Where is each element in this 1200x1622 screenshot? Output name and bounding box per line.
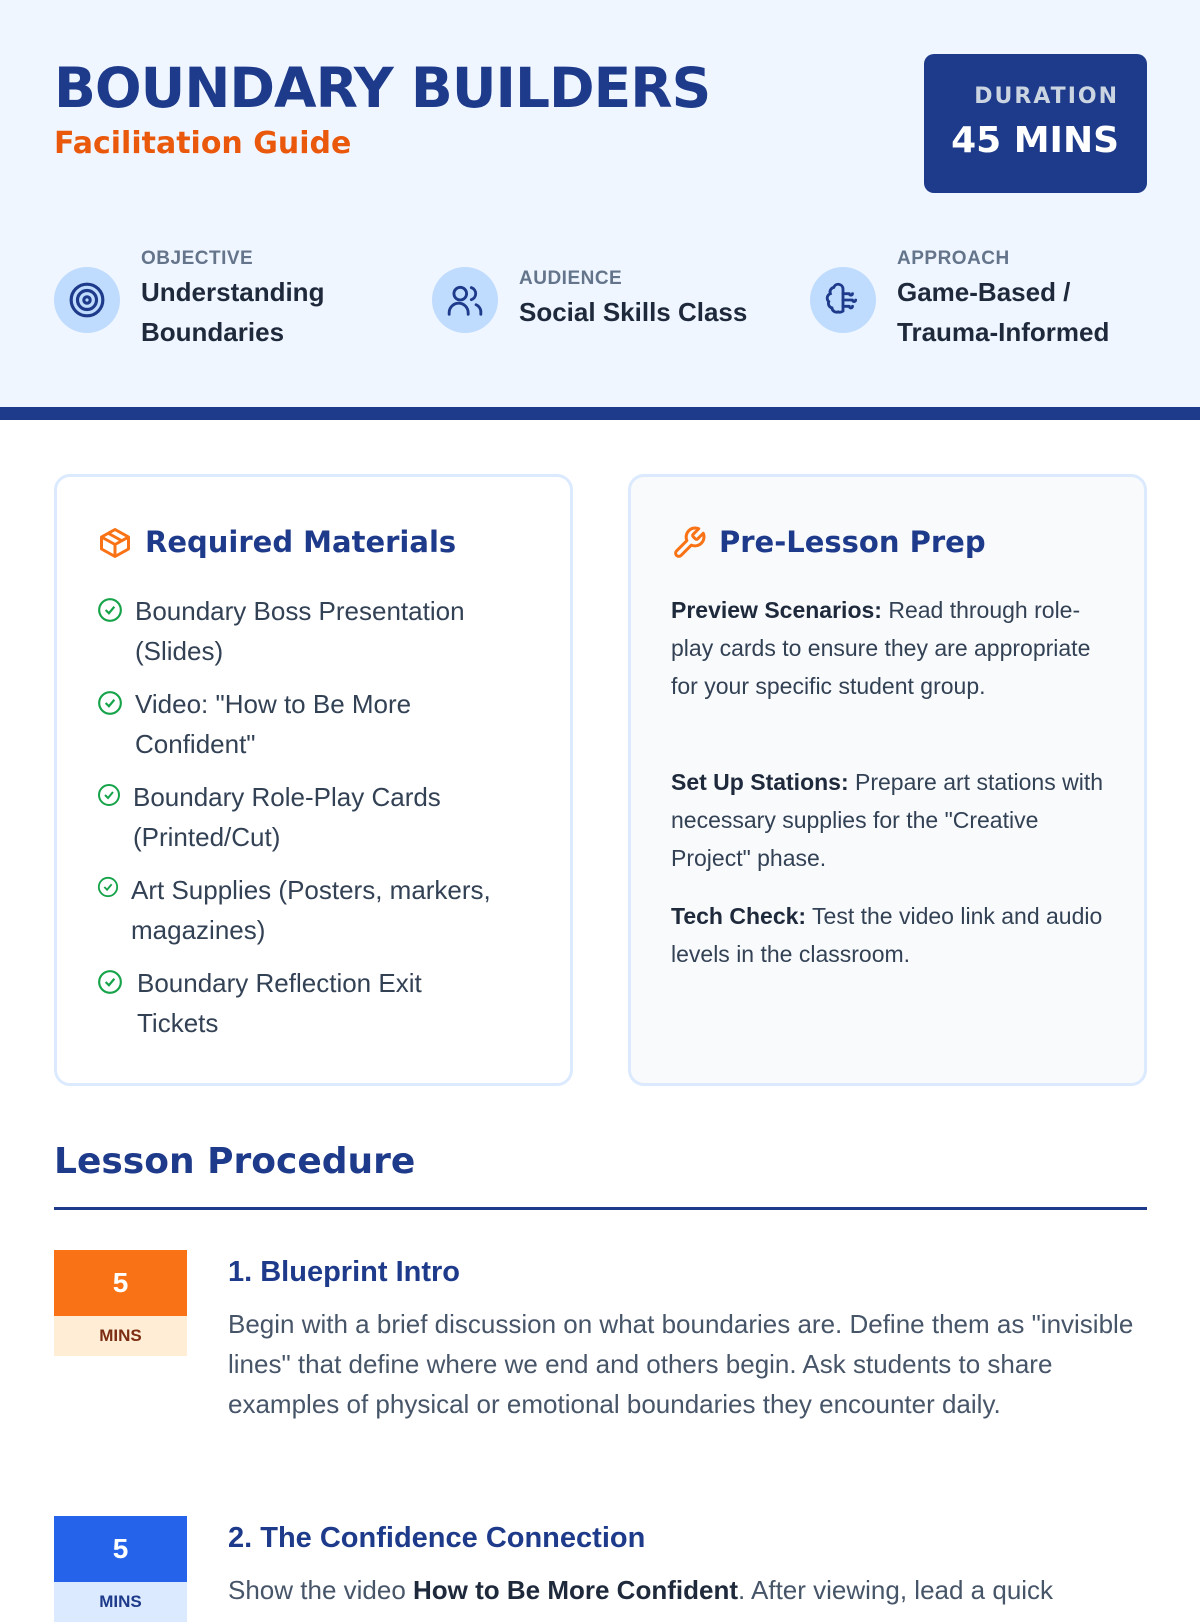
materials-card [54, 474, 573, 1086]
material-text: Boundary Boss Presentation [135, 596, 465, 626]
prep-item-text: Read through role-play cards to ensure they are appropriate for your specific student group. [671, 597, 1091, 699]
step-body-text: Show the video [228, 1575, 414, 1605]
step-title: 1. Blueprint Intro [228, 1256, 460, 1288]
package-icon [97, 525, 133, 561]
check-circle-icon [97, 969, 123, 995]
duration-badge [924, 54, 1147, 193]
material-text: magazines) [131, 915, 266, 945]
material-text: Video: "How to Be More [135, 689, 412, 719]
material-text: Boundary Role-Play Cards [133, 782, 441, 812]
check-circle-icon [97, 597, 123, 623]
list-item [97, 777, 557, 857]
check-circle-icon [97, 876, 119, 898]
prep-item-label: Preview Scenarios: [671, 597, 882, 623]
meta-value: Game-Based / [897, 277, 1071, 307]
material-text: Confident" [135, 729, 256, 759]
list-item [97, 591, 557, 671]
prep-item [671, 591, 1111, 705]
material-text: (Printed/Cut) [133, 822, 281, 852]
section-title: Lesson Procedure [54, 1141, 416, 1182]
material-text: Boundary Reflection Exit [137, 968, 422, 998]
check-circle-icon [97, 783, 121, 807]
header-divider [0, 407, 1200, 420]
prep-title: Pre-Lesson Prep [719, 525, 986, 559]
prep-item-text: Test the video link and audio levels in the classroom. [671, 903, 1103, 967]
meta-value: Boundaries [141, 317, 285, 347]
step-unit: MINS [54, 1582, 187, 1622]
material-text: (Slides) [135, 636, 224, 666]
users-icon [432, 267, 498, 333]
page-title: BOUNDARY BUILDERS [54, 56, 711, 120]
wrench-icon [671, 525, 707, 561]
page-subtitle: Facilitation Guide [54, 126, 352, 161]
section-divider [54, 1207, 1147, 1210]
material-text: Art Supplies (Posters, markers, [131, 875, 491, 905]
step-body [228, 1570, 1148, 1610]
step-minutes: 5 [54, 1516, 187, 1582]
prep-item [671, 763, 1111, 877]
meta-label: OBJECTIVE [141, 248, 254, 269]
list-item [97, 870, 567, 950]
step-unit: MINS [54, 1316, 187, 1356]
meta-value: Social Skills Class [519, 297, 748, 327]
material-text: Tickets [137, 1008, 219, 1038]
meta-label: AUDIENCE [519, 268, 623, 289]
prep-item [671, 897, 1111, 973]
header [0, 0, 1200, 407]
target-icon [54, 267, 120, 333]
meta-label: APPROACH [897, 248, 1010, 269]
step-body-emphasis: How to Be More Confident [413, 1575, 738, 1605]
step-minutes: 5 [54, 1250, 187, 1316]
prep-item-label: Set Up Stations: [671, 769, 849, 795]
prep-item-label: Tech Check: [671, 903, 807, 929]
meta-approach [810, 248, 1150, 348]
materials-title: Required Materials [145, 525, 457, 559]
step-duration-badge [54, 1250, 187, 1356]
list-item [97, 963, 557, 1043]
list-item [97, 684, 557, 764]
meta-objective [54, 248, 384, 348]
meta-value: Understanding [141, 277, 325, 307]
check-circle-icon [97, 690, 123, 716]
step-title: 2. The Confidence Connection [228, 1522, 646, 1554]
meta-audience [432, 248, 772, 348]
step-body-text: . After viewing, lead a quick [738, 1575, 1054, 1605]
brain-icon [810, 267, 876, 333]
step-body: Begin with a brief discussion on what boundaries are. Define them as "invisible lines" that define where we end and others begin. Ask students to share examples of physical or emotional boundaries they encounter daily. [228, 1309, 1134, 1419]
meta-value: Trauma-Informed [897, 317, 1110, 347]
duration-label: DURATION [974, 84, 1119, 109]
prep-card [628, 474, 1147, 1086]
step-duration-badge [54, 1516, 187, 1622]
duration-value: 45 MINS [951, 120, 1119, 161]
prep-item-text: Prepare art stations with necessary supplies for the "Creative Project" phase. [671, 769, 1104, 871]
